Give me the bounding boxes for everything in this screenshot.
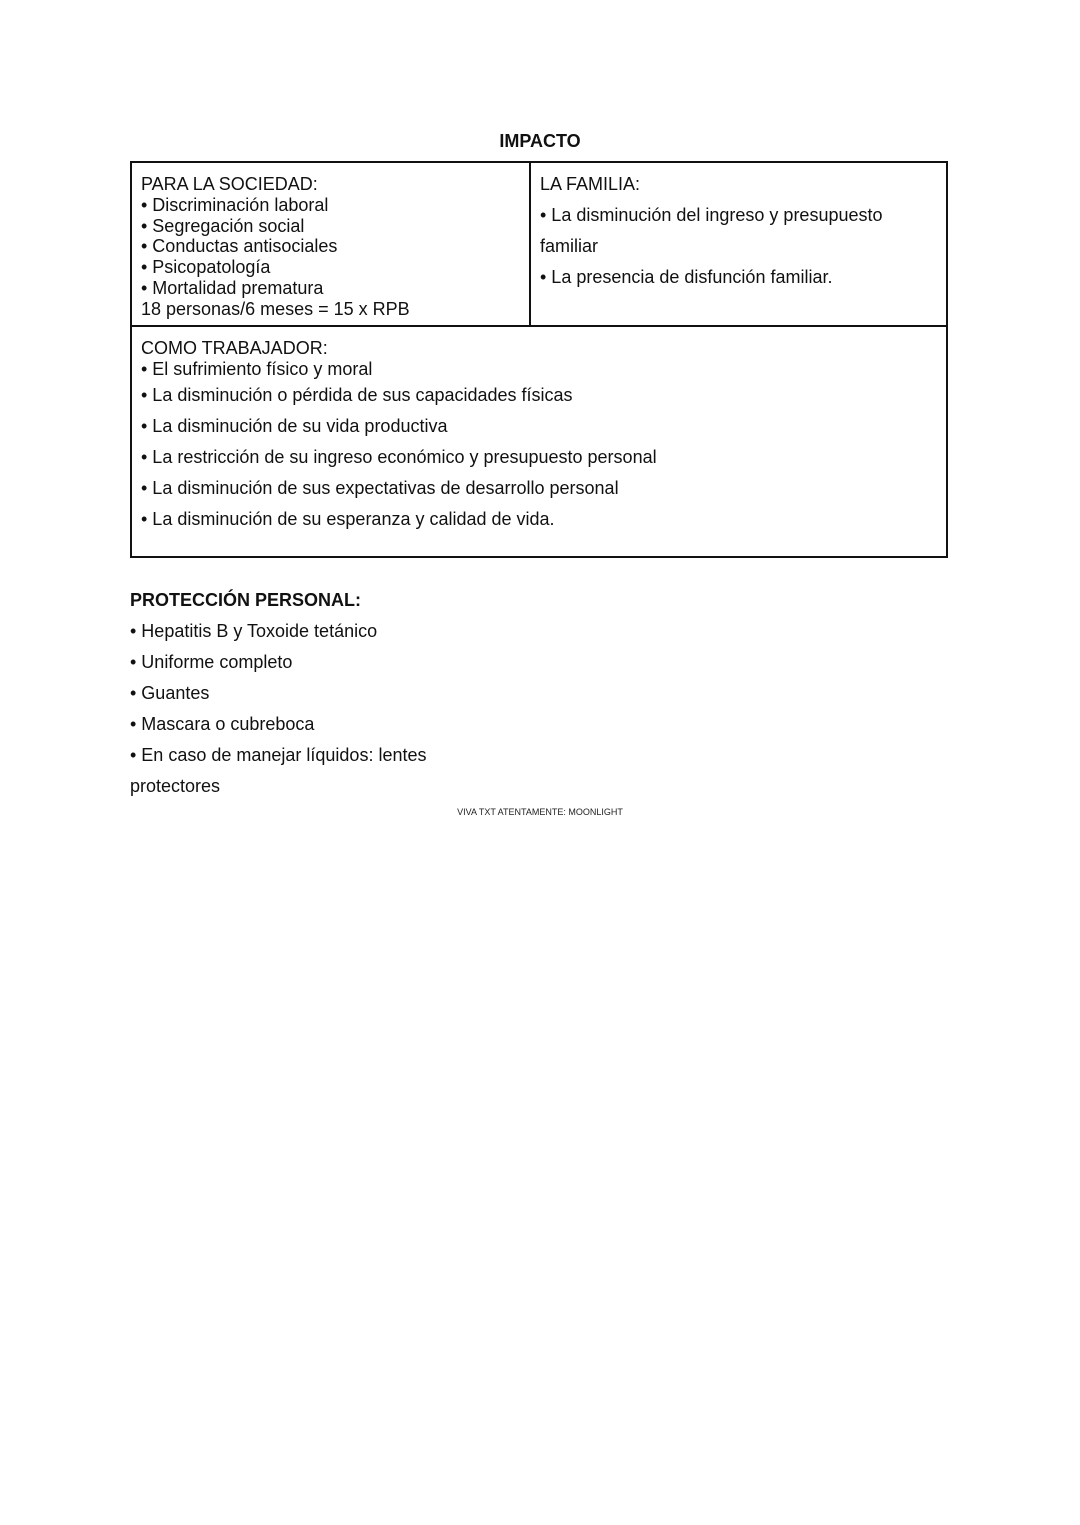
familia-heading: LA FAMILIA: (540, 174, 641, 194)
familia-line: • La disminución del ingreso y presupuesto (540, 205, 883, 225)
trabajador-item: • La disminución o pérdida de sus capacidades físicas (141, 384, 573, 405)
sociedad-item: • Psicopatología (141, 257, 271, 278)
trabajador-item: • El sufrimiento físico y moral (141, 358, 373, 379)
sociedad-item: • Mortalidad prematura (141, 277, 324, 298)
page-title: IMPACTO (499, 131, 581, 151)
proteccion-section (130, 587, 630, 802)
proteccion-line: • Uniforme completo (130, 652, 293, 672)
trabajador-item: • La disminución de su esperanza y calidad de vida. (141, 508, 555, 529)
familia-cell (531, 163, 946, 327)
sociedad-item: • Discriminación laboral (141, 194, 329, 215)
sociedad-item: • Conductas antisociales (141, 236, 338, 257)
proteccion-line: • Guantes (130, 683, 210, 703)
proteccion-line: protectores (130, 776, 221, 796)
proteccion-line: • En caso de manejar líquidos: lentes (130, 745, 427, 765)
sociedad-item: • Segregación social (141, 215, 305, 236)
trabajador-heading: COMO TRABAJADOR: (141, 338, 328, 358)
trabajador-item: • La restricción de su ingreso económico y presupuesto personal (141, 446, 657, 467)
impact-table (130, 161, 948, 558)
footer-note: VIVA TXT ATENTAMENTE: MOONLIGHT (457, 807, 623, 817)
sociedad-note: 18 personas/6 meses = 15 x RPB (141, 298, 410, 319)
proteccion-line: • Hepatitis B y Toxoide tetánico (130, 621, 378, 641)
trabajador-cell (132, 327, 946, 556)
sociedad-cell (132, 163, 531, 327)
familia-line: • La presencia de disfunción familiar. (540, 267, 833, 287)
proteccion-line: • Mascara o cubreboca (130, 714, 315, 734)
familia-line: familiar (540, 236, 599, 256)
sociedad-heading: PARA LA SOCIEDAD: (141, 174, 318, 194)
proteccion-heading: PROTECCIÓN PERSONAL: (130, 590, 362, 610)
trabajador-item: • La disminución de su vida productiva (141, 415, 448, 436)
trabajador-item: • La disminución de sus expectativas de desarrollo personal (141, 477, 619, 498)
